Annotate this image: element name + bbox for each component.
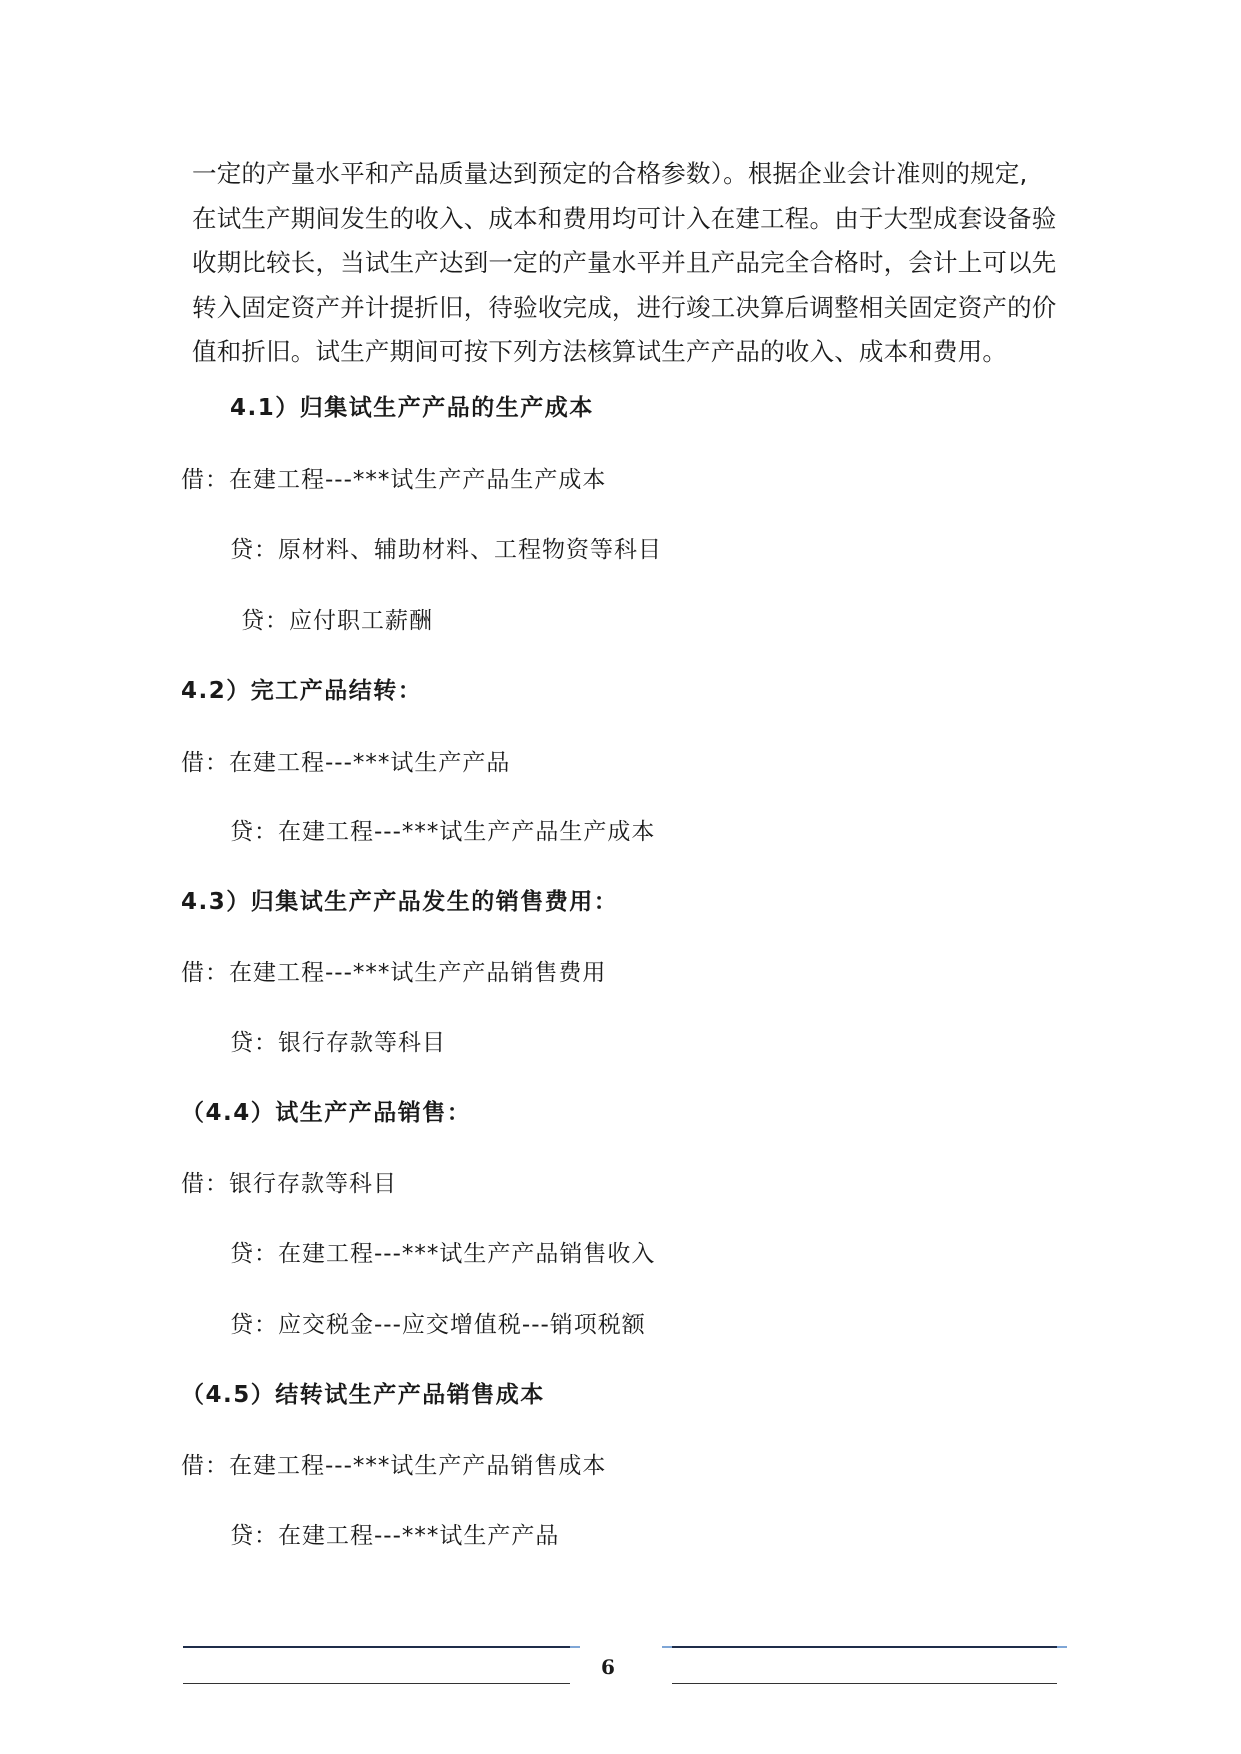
- section-heading-4-5: （4.5）结转试生产产品销售成本: [181, 1382, 545, 1408]
- section-heading-4-3: 4.3）归集试生产产品发生的销售费用：: [181, 889, 619, 915]
- debit-entry: 借：银行存款等科目: [181, 1171, 397, 1197]
- footer-rule-right: [672, 1646, 1057, 1648]
- section-heading-4-1: 4.1）归集试生产产品的生产成本: [230, 395, 594, 421]
- section-heading-4-4: （4.4）试生产产品销售：: [181, 1100, 472, 1126]
- paragraph-line: 一定的产量水平和产品质量达到预定的合格参数）。根据企业会计准则的规定,: [192, 159, 1028, 188]
- debit-entry: 借：在建工程---***试生产产品销售成本: [181, 1453, 607, 1479]
- body-paragraph: [192, 152, 1072, 375]
- paragraph-line: 转入固定资产并计提折旧，待验收完成，进行竣工决算后调整相关固定资产的价: [192, 292, 1057, 322]
- debit-entry: 借：在建工程---***试生产产品销售费用: [181, 960, 607, 986]
- section-heading-4-2: 4.2）完工产品结转：: [181, 678, 423, 704]
- credit-entry: 贷：应付职工薪酬: [241, 608, 433, 634]
- footer-rule-left-lower: [183, 1683, 570, 1684]
- credit-entry: 贷：应交税金---应交增值税---销项税额: [230, 1312, 646, 1338]
- footer-rule-left: [183, 1646, 570, 1648]
- credit-entry: 贷：在建工程---***试生产产品: [230, 1523, 560, 1549]
- footer-rule-right-lower: [672, 1683, 1057, 1684]
- paragraph-line: 收期比较长，当试生产达到一定的产量水平并且产品完全合格时，会计上可以先: [192, 248, 1057, 277]
- credit-entry: 贷：在建工程---***试生产产品生产成本: [230, 819, 656, 845]
- credit-entry: 贷：银行存款等科目: [230, 1030, 446, 1056]
- page-number: 6: [601, 1655, 615, 1679]
- debit-entry: 借：在建工程---***试生产产品: [181, 750, 511, 776]
- debit-entry: 借：在建工程---***试生产产品生产成本: [181, 467, 607, 493]
- credit-entry: 贷：在建工程---***试生产产品销售收入: [230, 1241, 656, 1267]
- credit-entry: 贷：原材料、辅助材料、工程物资等科目: [230, 537, 662, 563]
- paragraph-line: 值和折旧。试生产期间可按下列方法核算试生产产品的收入、成本和费用。: [192, 337, 1008, 366]
- paragraph-line: 在试生产期间发生的收入、成本和费用均可计入在建工程。由于大型成套设备验: [192, 203, 1057, 233]
